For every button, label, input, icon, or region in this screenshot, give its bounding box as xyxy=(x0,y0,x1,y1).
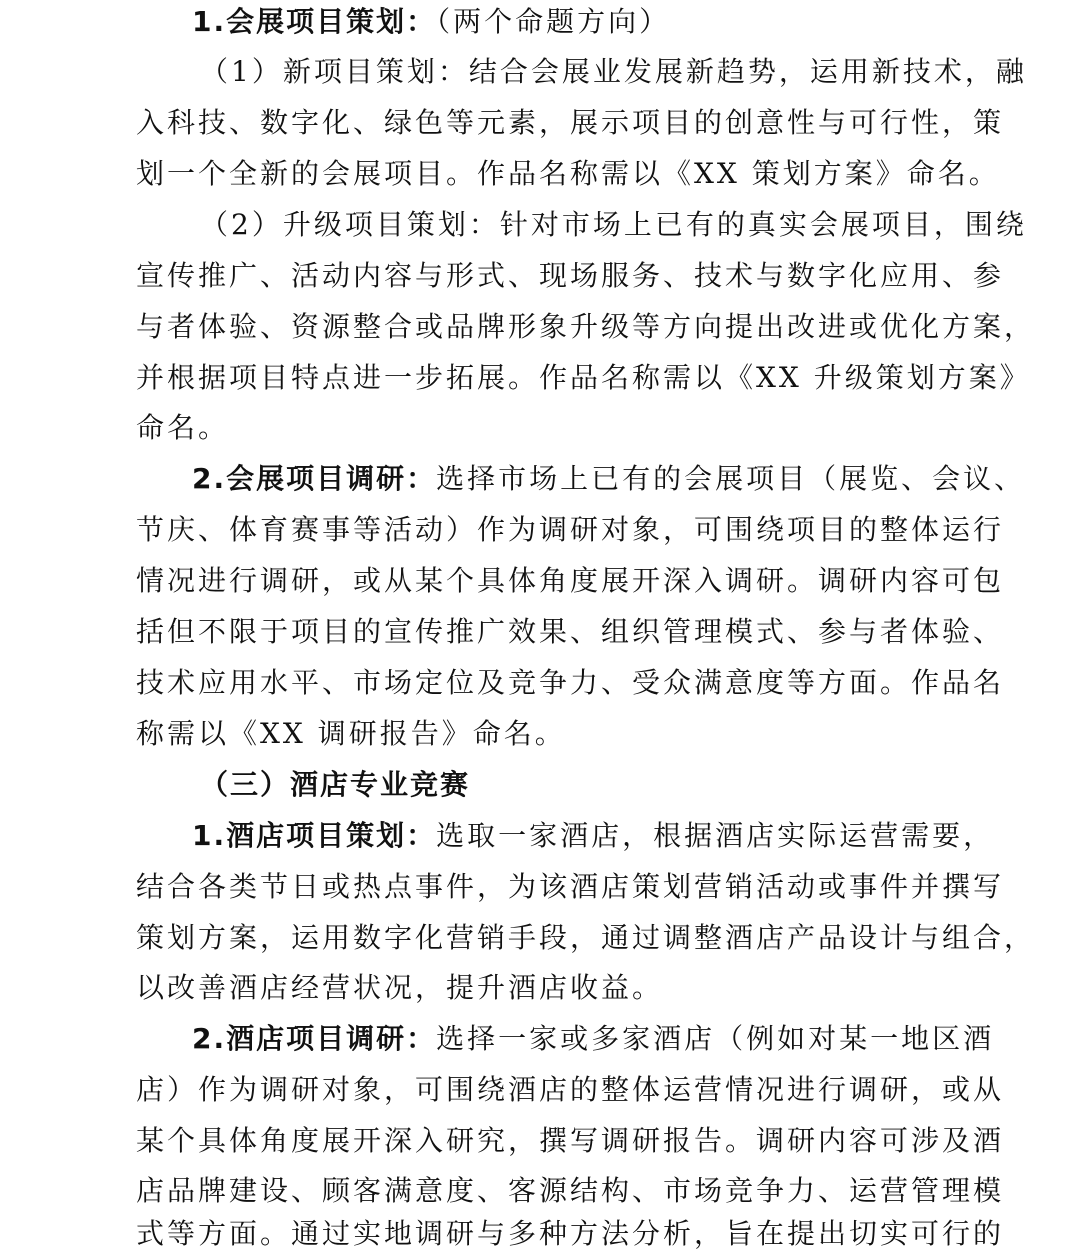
heading-bold-text: 2.酒店项目调研： xyxy=(192,1022,437,1055)
heading-hotel-planning xyxy=(0,818,1080,858)
heading-bold-text: 1.会展项目策划： xyxy=(192,5,437,38)
line-text: 技术应用水平、市场定位及竞争力、受众满意度等方面。作品名 xyxy=(136,666,1005,699)
paragraph-line xyxy=(0,512,1080,552)
line-text: 店品牌建设、顾客满意度、客源结构、市场竞争力、运营管理模 xyxy=(136,1174,1005,1207)
line-text: 结合各类节日或热点事件，为该酒店策划营销活动或事件并撰写 xyxy=(136,870,1005,903)
heading-note: （两个命题方向） xyxy=(436,5,671,38)
line-text: 节庆、体育赛事等活动）作为调研对象，可围绕项目的整体运行 xyxy=(136,513,1005,546)
line-text: 与者体验、资源整合或品牌形象升级等方向提出改进或优化方案， xyxy=(136,310,1036,343)
heading-hotel-research xyxy=(0,1021,1080,1061)
line-text: 某个具体角度展开深入研究，撰写调研报告。调研内容可涉及酒 xyxy=(136,1124,1005,1157)
paragraph-line xyxy=(0,920,1080,960)
paragraph-line xyxy=(0,54,1080,94)
paragraph-line xyxy=(0,970,1080,1010)
paragraph-line xyxy=(0,869,1080,909)
line-text: 式等方面。通过实地调研与多种方法分析，旨在提出切实可行的 xyxy=(136,1217,1005,1250)
paragraph-line xyxy=(0,665,1080,705)
paragraph-line xyxy=(0,1173,1080,1213)
section-heading-text: （三）酒店专业竞赛 xyxy=(200,768,471,801)
line-text: 选择市场上已有的会展项目（展览、会议、 xyxy=(436,462,1026,495)
paragraph-line xyxy=(0,1072,1080,1112)
line-text: 店）作为调研对象，可围绕酒店的整体运营情况进行调研，或从 xyxy=(136,1073,1005,1106)
line-text: 策划方案，运用数字化营销手段，通过调整酒店产品设计与组合， xyxy=(136,921,1036,954)
line-text: （2）升级项目策划：针对市场上已有的真实会展项目，围绕 xyxy=(200,208,1027,241)
line-text: 入科技、数字化、绿色等元素，展示项目的创意性与可行性，策 xyxy=(136,106,1005,139)
line-text: 以改善酒店经营状况，提升酒店收益。 xyxy=(136,971,664,1004)
line-text: （1）新项目策划：结合会展业发展新趋势，运用新技术，融 xyxy=(200,55,1027,88)
line-text: 情况进行调研，或从某个具体角度展开深入调研。调研内容可包 xyxy=(136,564,1005,597)
line-text: 选择一家或多家酒店（例如对某一地区酒 xyxy=(436,1022,995,1055)
paragraph-line xyxy=(0,156,1080,196)
section-heading-hotel xyxy=(0,767,1080,807)
heading-exhibition-research xyxy=(0,461,1080,501)
paragraph-line xyxy=(0,1123,1080,1163)
heading-bold-text: 1.酒店项目策划： xyxy=(192,819,437,852)
paragraph-line xyxy=(0,309,1080,349)
paragraph-line xyxy=(0,716,1080,756)
paragraph-line xyxy=(0,614,1080,654)
paragraph-line xyxy=(0,360,1080,400)
paragraph-line xyxy=(0,207,1080,247)
paragraph-line xyxy=(0,105,1080,145)
line-text: 宣传推广、活动内容与形式、现场服务、技术与数字化应用、参 xyxy=(136,259,1005,292)
paragraph-line xyxy=(0,1216,1080,1256)
line-text: 选取一家酒店，根据酒店实际运营需要， xyxy=(436,819,995,852)
line-text: 划一个全新的会展项目。作品名称需以《XX 策划方案》命名。 xyxy=(136,157,1000,190)
heading-bold-text: 2.会展项目调研： xyxy=(192,462,437,495)
line-text: 命名。 xyxy=(136,411,230,444)
line-text: 称需以《XX 调研报告》命名。 xyxy=(136,717,566,750)
paragraph-line xyxy=(0,410,1080,450)
paragraph-line xyxy=(0,563,1080,603)
line-text: 括但不限于项目的宣传推广效果、组织管理模式、参与者体验、 xyxy=(136,615,1005,648)
line-text: 并根据项目特点进一步拓展。作品名称需以《XX 升级策划方案》 xyxy=(136,361,1031,394)
heading-exhibition-planning xyxy=(0,4,1080,44)
paragraph-line xyxy=(0,258,1080,298)
